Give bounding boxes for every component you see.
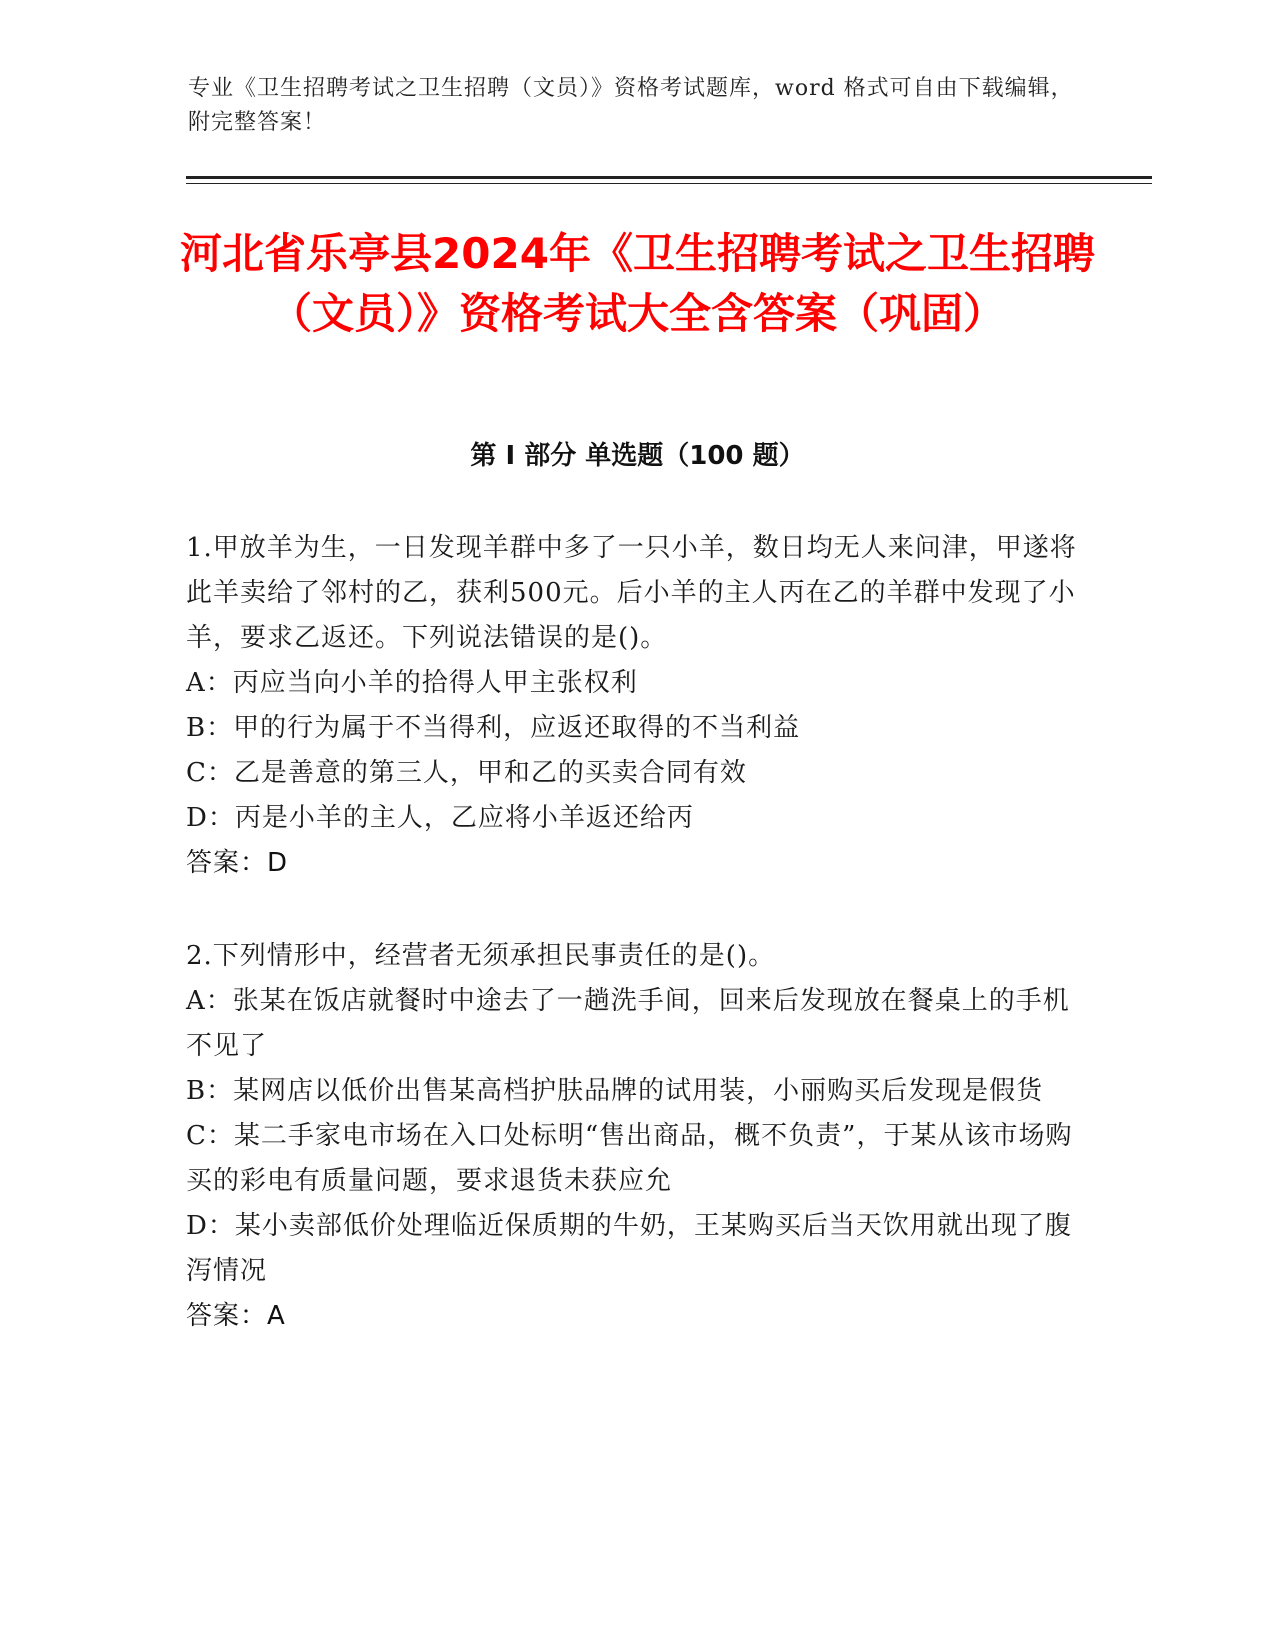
question-stem: 2.下列情形中，经营者无须承担民事责任的是()。	[186, 941, 776, 971]
answer: 答案：D	[186, 848, 289, 878]
option-d: D：丙是小羊的主人，乙应将小羊返还给丙	[186, 803, 694, 833]
option-c: C：某二手家电市场在入口处标明“售出商品，概不负责”，于某从该市场购买的彩电有质量问题，要求退货未获应允	[186, 1121, 1073, 1196]
section-title: 第 I 部分 单选题（100 题）	[470, 441, 805, 471]
question-stem: 1.甲放羊为生，一日发现羊群中多了一只小羊，数日均无人来问津，甲遂将此羊卖给了邻村的乙，获利500元。后小羊的主人丙在乙的羊群中发现了小羊，要求乙返还。下列说法错误的是()。	[186, 533, 1077, 653]
header-rule-thick	[186, 176, 1152, 179]
question-block	[186, 526, 1086, 886]
option-c: C：乙是善意的第三人，甲和乙的买卖合同有效	[186, 758, 747, 788]
option-b: B：某网店以低价出售某高档护肤品牌的试用装，小丽购买后发现是假货	[186, 1076, 1044, 1106]
answer: 答案：A	[186, 1301, 286, 1331]
option-b: B：甲的行为属于不当得利，应返还取得的不当利益	[186, 713, 801, 743]
option-a: A：丙应当向小羊的拾得人甲主张权利	[186, 668, 638, 698]
option-a: A：张某在饭店就餐时中途去了一趟洗手间，回来后发现放在餐桌上的手机不见了	[186, 986, 1070, 1061]
option-d: D：某小卖部低价处理临近保质期的牛奶，王某购买后当天饮用就出现了腹泻情况	[186, 1211, 1072, 1286]
document-title: 河北省乐亭县2024年《卫生招聘考试之卫生招聘（文员）》资格考试大全含答案（巩固）	[180, 229, 1095, 338]
header-note: 专业《卫生招聘考试之卫生招聘（文员）》资格考试题库，word 格式可自由下载编辑，附完整答案！	[188, 76, 1074, 135]
header-rule-thin	[186, 183, 1152, 184]
question-block	[186, 934, 1086, 1339]
